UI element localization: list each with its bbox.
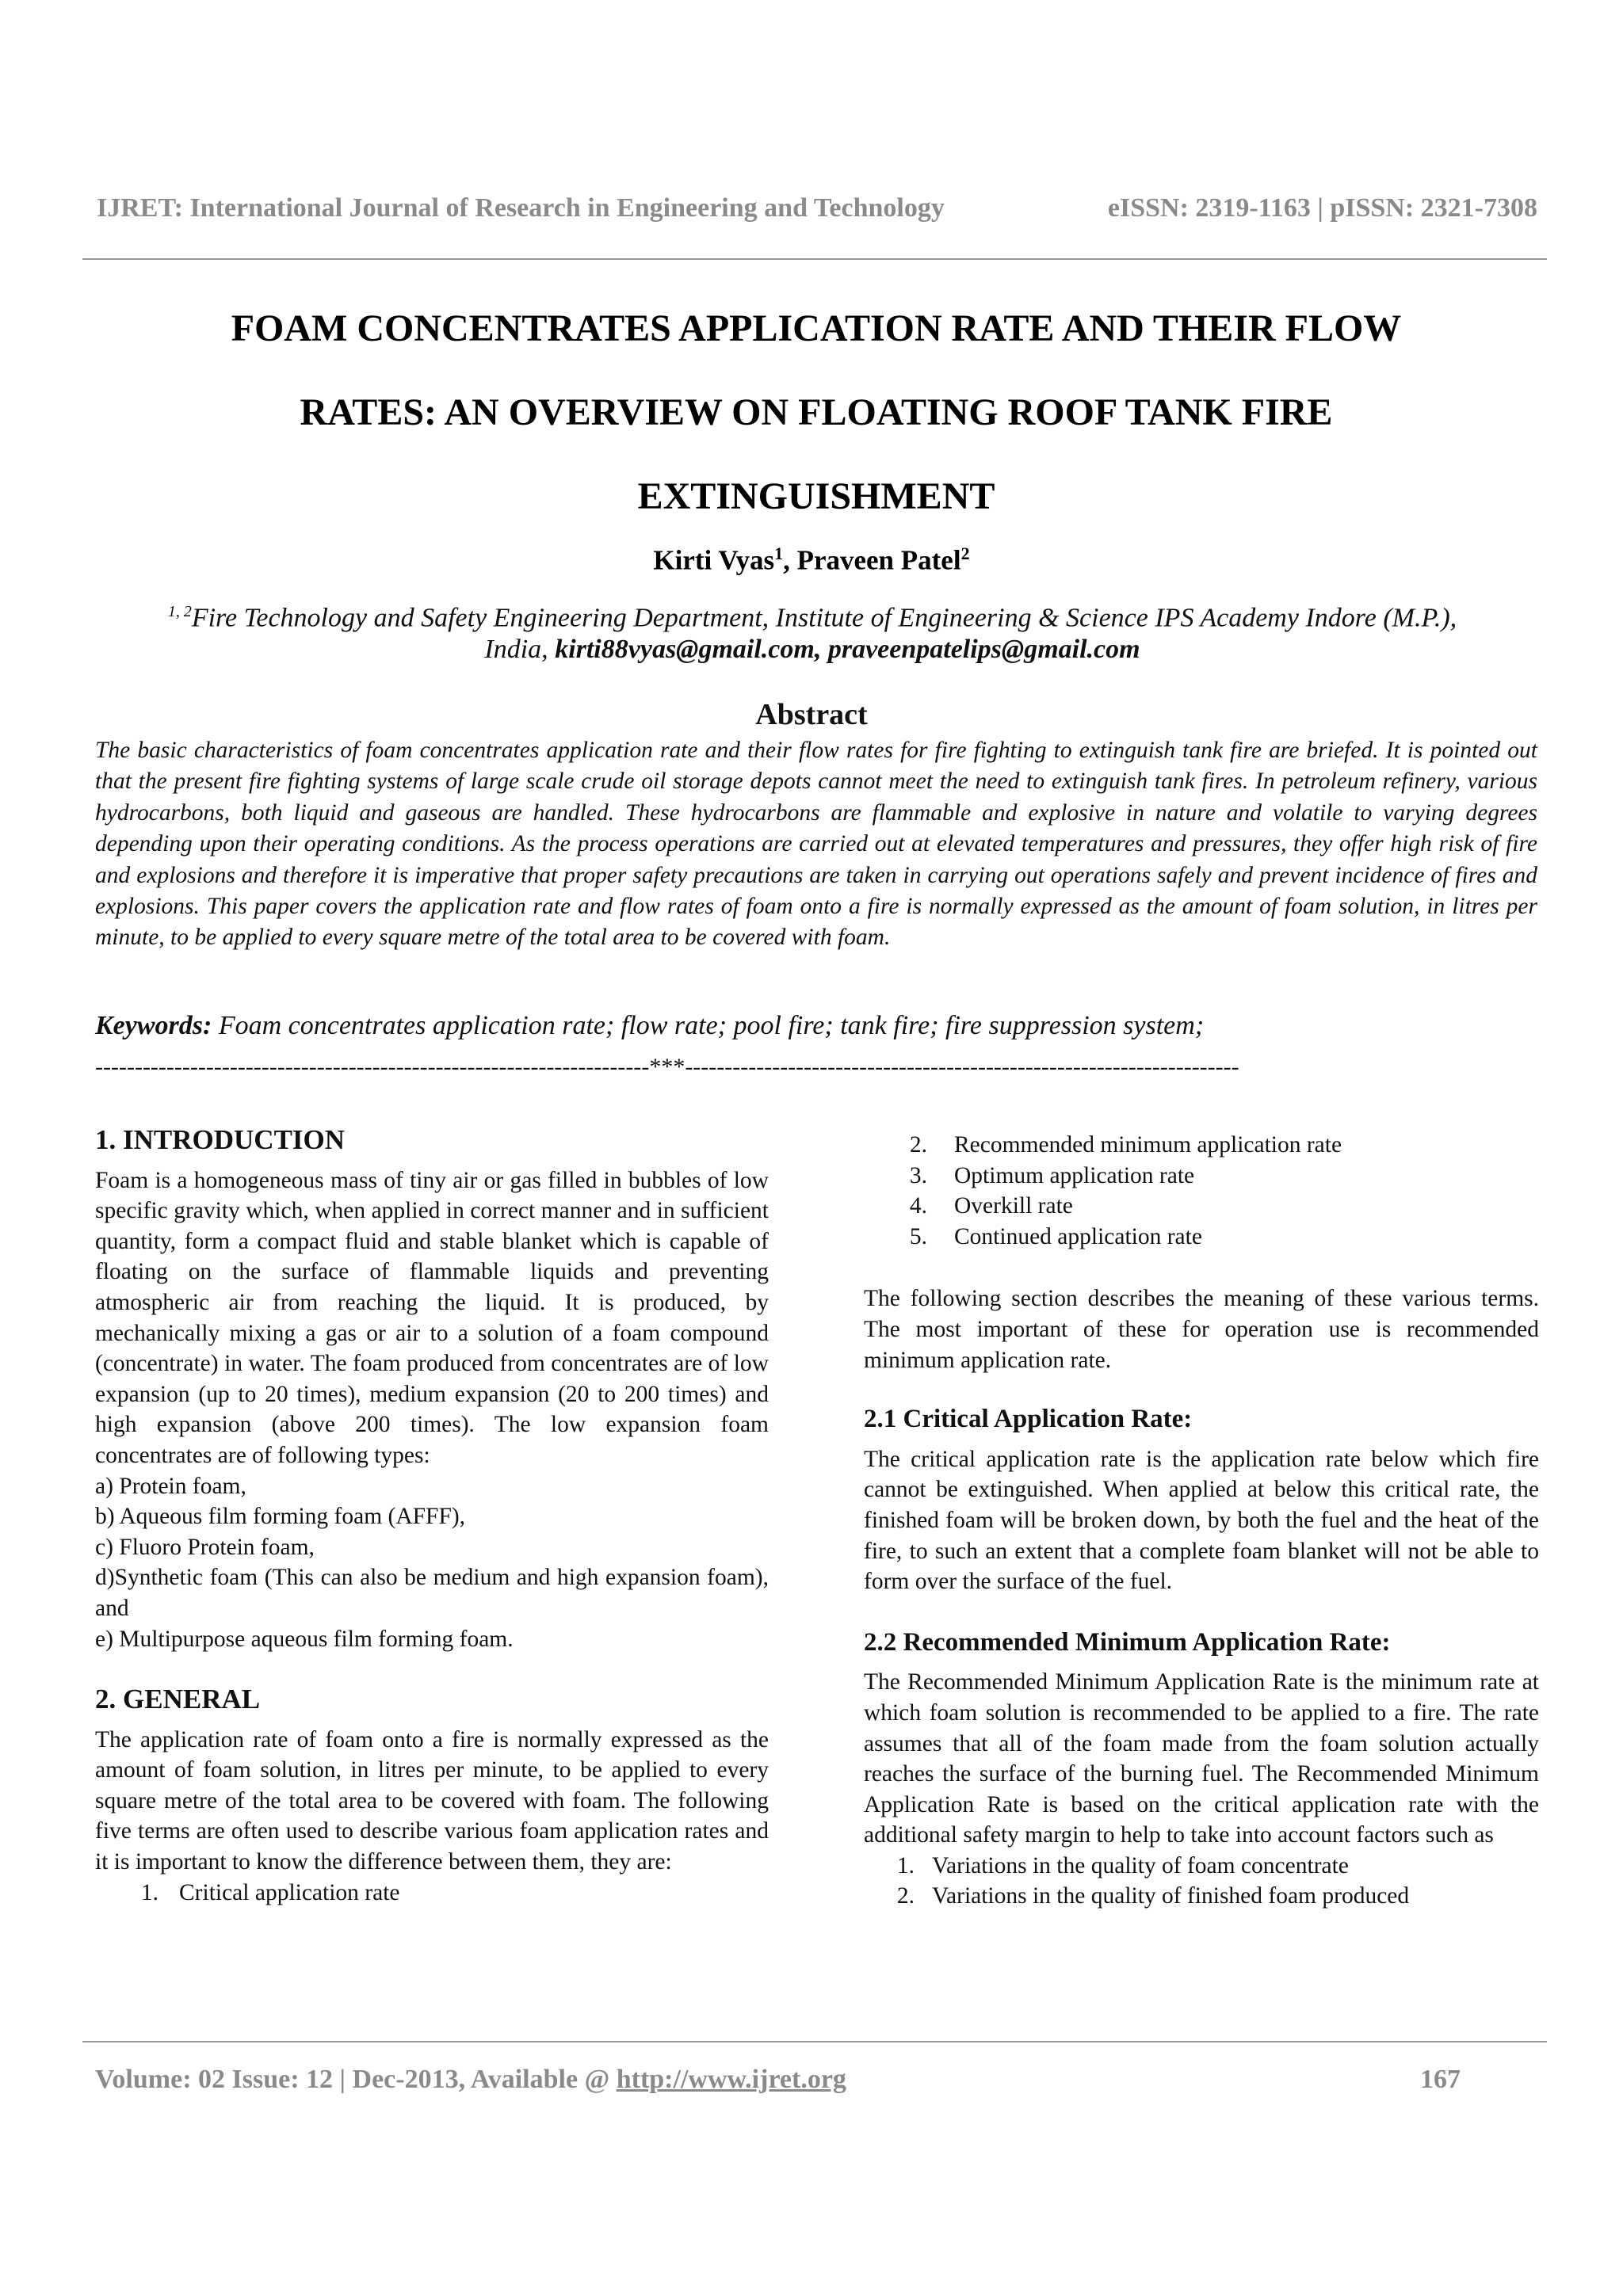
- section-divider: ----------------------------------------------------------------------***----------------------------------------------------------------------: [95, 1054, 1239, 1080]
- list-text: Recommended minimum application rate: [954, 1132, 1342, 1158]
- abstract-body: The basic characteristics of foam concentrates application rate and their flow rates for fire fighting to extinguish tank fire are briefed. It is pointed out that the present fire fighting systems of large scale crude oil storage depots cannot meet the need to extinguish tank fires. In petroleum refinery, various hydrocarbons, both liquid and gaseous are handled. These hydrocarbons are flammable and explosive in nature and volatile to varying degrees depending upon their operating conditions. As the process operations are carried out at elevated temperatures and pressures, they offer high risk of fire and explosions and therefore it is imperative that proper safety precautions are taken in carrying out operations safely and prevent incidence of fires and explosions. This paper covers the application rate and flow rates of foam onto a fire is normally expressed as the amount of foam solution, in litres per minute, to be applied to every square metre of the total area to be covered with foam.: [95, 738, 1537, 951]
- keywords-text: Foam concentrates application rate; flow rate; pool fire; tank fire; fire suppression system;: [212, 1011, 1205, 1040]
- list-item: a) Protein foam,: [95, 1473, 246, 1499]
- list-item: [864, 1222, 1539, 1253]
- introduction-heading: 1. INTRODUCTION: [95, 1124, 346, 1155]
- authors: [0, 543, 1623, 577]
- section-2-2-paragraph: The Recommended Minimum Application Rate is the minimum rate at which foam solution is recommended to be applied to a fire. The rate assumes that all of the foam made from the foam solution actually reaches the surface of the burning fuel. The Recommended Minimum Application Rate is based on the critical application rate with the additional safety margin to help to take into account factors such as: [864, 1669, 1539, 1848]
- author-1: Kirti Vyas: [653, 544, 775, 576]
- list-number: 3.: [909, 1162, 927, 1188]
- paper-title: [119, 287, 1514, 539]
- section-2-1-heading: 2.1 Critical Application Rate:: [864, 1405, 1193, 1434]
- title-line-2: RATES: AN OVERVIEW ON FLOATING ROOF TANK FIRE: [300, 391, 1333, 433]
- title-line-1: FOAM CONCENTRATES APPLICATION RATE AND THEIR FLOW: [231, 307, 1402, 349]
- general-heading: 2. GENERAL: [95, 1684, 261, 1715]
- list-item: [864, 1161, 1539, 1192]
- header-rule: [82, 258, 1547, 260]
- issn-info: eISSN: 2319-1163 | pISSN: 2321-7308: [1107, 193, 1537, 223]
- affiliation: [87, 596, 1537, 666]
- list-text: Critical application rate: [179, 1879, 400, 1905]
- right-column: [864, 1130, 1539, 1912]
- list-number: 5.: [909, 1223, 927, 1249]
- rate-terms-list: [864, 1130, 1539, 1252]
- list-text: Optimum application rate: [954, 1162, 1195, 1188]
- list-text: Variations in the quality of foam concentrate: [932, 1852, 1349, 1878]
- following-paragraph: The following section describes the meaning of these various terms. The most important of these for operation use is recommended minimum application rate.: [864, 1286, 1539, 1373]
- author-2-affil: 2: [960, 543, 970, 563]
- list-number: 4.: [909, 1193, 927, 1219]
- list-item: [864, 1851, 1539, 1882]
- introduction-paragraph: Foam is a homogeneous mass of tiny air or gas filled in bubbles of low specific gravity which, when applied in correct manner and in sufficient quantity, form a compact fluid and stable blanket which is capable of floating on the surface of flammable liquids and preventing atmospheric air from reaching the liquid. It is produced, by mechanically mixing a gas or air to a solution of a foam compound (concentrate) in water. The foam produced from concentrates are of low expansion (up to 20 times), medium expansion (20 to 200 times) and high expansion (above 200 times). The low expansion foam concentrates are of following types:: [95, 1167, 769, 1468]
- affiliation-country: India,: [484, 635, 556, 665]
- list-item: [95, 1878, 769, 1909]
- list-number: 1.: [896, 1852, 915, 1878]
- list-item: [864, 1191, 1539, 1222]
- author-separator: ,: [783, 544, 797, 576]
- left-column: [95, 1125, 769, 1908]
- list-item: d)Synthetic foam (This can also be medium and high expansion foam), and: [95, 1565, 769, 1621]
- affiliation-marker: 1, 2: [167, 603, 192, 620]
- section-2-2-heading: 2.2 Recommended Minimum Application Rate:: [864, 1627, 1391, 1657]
- author-1-affil: 1: [774, 543, 784, 563]
- list-number: 1.: [140, 1879, 158, 1905]
- list-number: 2.: [909, 1132, 927, 1158]
- section-2-1-paragraph: The critical application rate is the application rate below which fire cannot be extinguished. When applied at below this critical rate, the finished foam will be broken down, by both the fuel and the heat of the fire, to such an extent that a complete foam blanket will not be able to form over the surface of the fuel.: [864, 1446, 1539, 1595]
- journal-name: IJRET: International Journal of Research in Engineering and Technology: [97, 193, 945, 223]
- list-item: [864, 1130, 1539, 1161]
- author-2: Praveen Patel: [796, 544, 961, 576]
- title-line-3: EXTINGUISHMENT: [637, 475, 995, 517]
- affiliation-text: Fire Technology and Safety Engineering Department, Institute of Engineering & Science IPS Academy Indore (M.P.),: [191, 603, 1457, 633]
- footer-rule: [82, 2041, 1547, 2042]
- footer-volume: [95, 2065, 846, 2095]
- foam-types-list: [95, 1471, 769, 1655]
- list-number: 2.: [896, 1883, 915, 1909]
- list-text: Overkill rate: [954, 1193, 1073, 1219]
- general-paragraph: The application rate of foam onto a fire is normally expressed as the amount of foam solution, in litres per minute, to be applied to every square metre of the total area to be covered with foam. The following five terms are often used to describe various foam application rates and it is important to know the difference between them, they are:: [95, 1726, 769, 1875]
- factors-list: [864, 1851, 1539, 1912]
- list-text: Variations in the quality of finished foam produced: [932, 1883, 1410, 1909]
- list-item: c) Fluoro Protein foam,: [95, 1534, 315, 1560]
- abstract-heading: Abstract: [755, 698, 868, 731]
- page-number: 167: [1420, 2065, 1461, 2094]
- keywords: [95, 1011, 1537, 1041]
- list-item: e) Multipurpose aqueous film forming foam.: [95, 1626, 514, 1652]
- list-text: Continued application rate: [954, 1223, 1202, 1249]
- list-item: b) Aqueous film forming foam (AFFF),: [95, 1504, 466, 1530]
- keywords-label: Keywords:: [95, 1011, 212, 1040]
- list-item: [864, 1881, 1539, 1912]
- author-emails: kirti88vyas@gmail.com, praveenpatelips@gmail.com: [555, 635, 1140, 665]
- journal-link[interactable]: http://www.ijret.org: [616, 2065, 846, 2094]
- volume-info: Volume: 02 Issue: 12 | Dec-2013, Available @: [95, 2065, 617, 2094]
